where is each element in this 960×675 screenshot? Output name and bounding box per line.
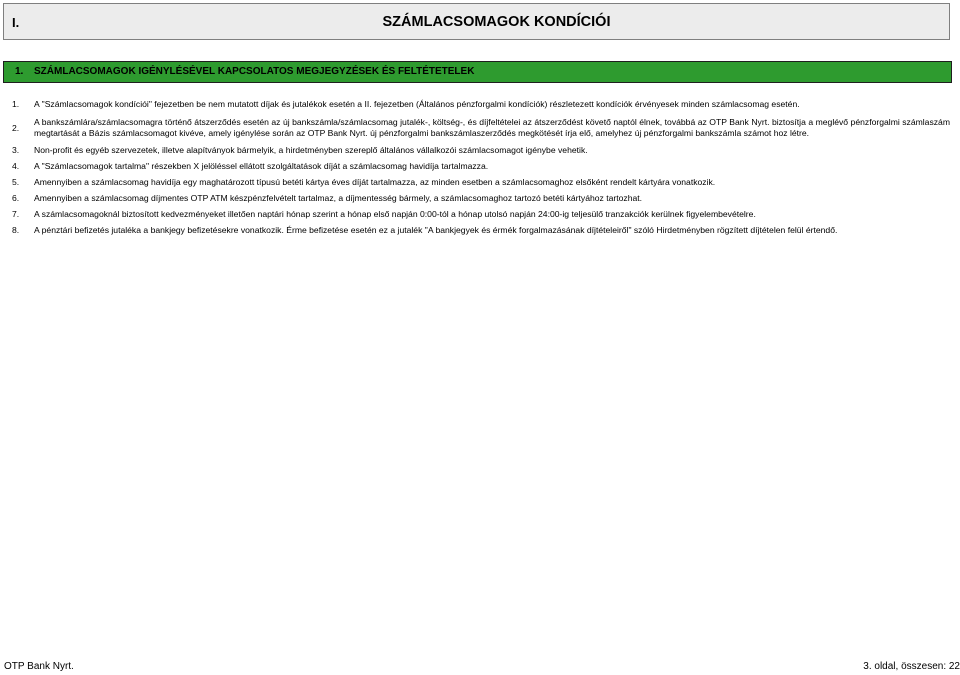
item-number: 1.	[12, 99, 20, 109]
item-number: 2.	[12, 123, 20, 133]
chapter-title: SZÁMLACSOMAGOK KONDÍCIÓI	[382, 14, 611, 30]
item-number: 8.	[12, 225, 20, 235]
item-number: 3.	[12, 145, 20, 155]
section-number: 1.	[15, 66, 24, 77]
item-text: Amennyiben a számlacsomag havidíja egy maghatározott típusú betéti kártya éves díját tartalmazza, az minden esetben a számlacsomaghoz elsőként rendelt kártyára vonatkozik.	[34, 177, 716, 187]
chapter-header	[3, 3, 950, 40]
item-number: 7.	[12, 209, 20, 219]
footer-bank-name: OTP Bank Nyrt.	[4, 661, 74, 672]
item-number: 4.	[12, 161, 20, 171]
item-text: A bankszámlára/számlacsomagra történő átszerződés esetén az új bankszámla/számlacsomag jutalék-, költség-, és díjfeltételei az átszerződést követő naptól élnek, továbbá az OTP Bank Nyrt. biztosítja a meglévő pénzforgalmi számlaszám megtartását a Bázis számlacsomagot kivéve, amely igénylése során az OTP Bank Nyrt. új pénzforgalmi bankszámlaszerződés megkötését írja elő, amelyhez új pénzforgalmi bankszámla számot hoz létre.	[34, 117, 950, 138]
item-number: 6.	[12, 193, 20, 203]
item-text: Non-profit és egyéb szervezetek, illetve alapítványok bármelyik, a hirdetményben szereplő általános vállalkozói számlacsomagot igénybe vehetik.	[34, 145, 588, 155]
footer-page-number: 3. oldal, összesen: 22	[863, 661, 960, 672]
item-text: Amennyiben a számlacsomag díjmentes OTP ATM készpénzfelvételt tartalmaz, a díjmentesség bármely, a számlacsomaghoz tartozó betéti kártyához tartozhat.	[34, 193, 643, 203]
item-text: A pénztári befizetés jutaléka a bankjegy befizetésekre vonatkozik. Érme befizetése esetén ez a jutalék "A bankjegyek és érmék forgalmazásának díjtételeiről" szóló Hirdetményben rögzített díjtételen felül értendő.	[34, 225, 838, 235]
section-title: SZÁMLACSOMAGOK IGÉNYLÉSÉVEL KAPCSOLATOS MEGJEGYZÉSEK ÉS FELTÉTETELEK	[34, 66, 475, 77]
chapter-number: I.	[12, 15, 20, 30]
item-text: A számlacsomagoknál biztosított kedvezményeket illetően naptári hónap szerint a hónap első napján 0:00-tól a hónap utolsó napján 24:00-ig teljesülő tranzakciók kerülnek figyelembevételre.	[34, 209, 756, 219]
item-text: A "Számlacsomagok tartalma" részekben X jelöléssel ellátott szolgáltatások díját a számlacsomag havidíja tartalmazza.	[34, 161, 489, 171]
item-text: A "Számlacsomagok kondíciói" fejezetben be nem mutatott díjak és jutalékok esetén a II. fejezetben (Általános pénzforgalmi kondíciók) részletezett kondíciók érvényesek minden számlacsomag esetén.	[34, 99, 800, 109]
section-header	[3, 61, 952, 83]
item-number: 5.	[12, 177, 20, 187]
